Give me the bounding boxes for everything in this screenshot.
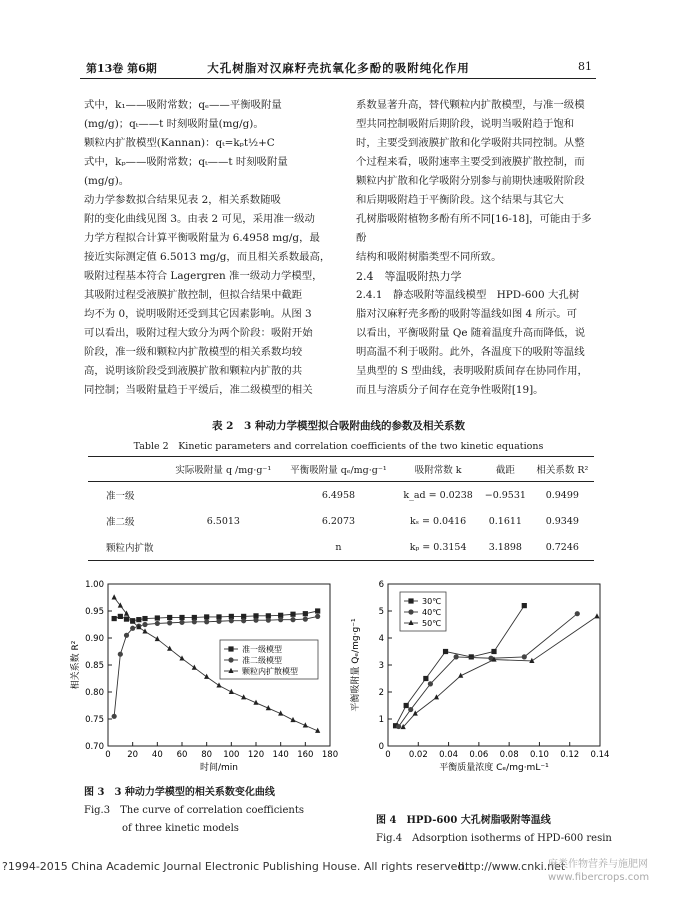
y-tick-label: 0.85 xyxy=(85,661,104,671)
y-tick-label: 0.95 xyxy=(85,607,104,617)
x-tick-label: 180 xyxy=(321,750,339,760)
data-point xyxy=(529,658,534,663)
watermark xyxy=(548,858,649,884)
y-tick-label: 0.90 xyxy=(85,634,104,644)
table-cell: 准二级 xyxy=(106,517,135,528)
watermark-line: www.fibercrops.com xyxy=(548,872,650,883)
table-header: 相关系数 R² xyxy=(531,457,594,482)
data-point xyxy=(469,654,474,659)
x-tick-label: 20 xyxy=(127,750,139,760)
x-tick-label: 140 xyxy=(272,750,289,760)
x-tick-label: 0.14 xyxy=(590,750,610,760)
data-point xyxy=(253,618,258,623)
text-line: 同控制；当吸附量趋于平缓后，准二级模型的相关 xyxy=(84,384,313,396)
table-row xyxy=(88,534,594,561)
legend-label: 30℃ xyxy=(422,597,442,606)
y-axis-label: 相关系数 R² xyxy=(71,640,81,690)
table-header: 吸附常数 k xyxy=(396,457,480,482)
data-point xyxy=(522,603,527,608)
x-tick-label: 0 xyxy=(105,750,111,760)
data-point xyxy=(124,633,129,638)
data-point xyxy=(112,714,117,719)
legend-label: 40℃ xyxy=(422,608,442,617)
data-point xyxy=(216,619,221,624)
data-point xyxy=(112,594,117,599)
text-line: 明高温不利于吸附。此外，各温度下的吸附等温线 xyxy=(356,346,585,358)
data-point xyxy=(155,615,160,620)
data-point xyxy=(130,626,135,631)
y-tick-label: 4 xyxy=(378,634,384,644)
data-point xyxy=(443,649,448,654)
text-line: 时，主要受到液膜扩散和化学吸附共同控制。从整 xyxy=(356,137,585,149)
table-cell: 0.9499 xyxy=(545,489,579,501)
text-line: 力学方程拟合计算平衡吸附量为 6.4958 mg/g，最 xyxy=(84,232,320,244)
data-point xyxy=(594,613,599,618)
x-tick-label: 0.06 xyxy=(469,750,489,760)
journal-volume: 第13卷 第6期 xyxy=(86,62,157,75)
text-line: 型共同控制吸附后期阶段，说明当吸附趋于饱和 xyxy=(356,118,575,130)
text-line: 颗粒内扩散和化学吸附分别参与前期快速吸附阶段 xyxy=(356,175,585,187)
x-tick-label: 120 xyxy=(247,750,265,760)
legend-label: 50℃ xyxy=(422,619,442,628)
data-point xyxy=(434,694,439,699)
text-line: 系数显著升高，替代颗粒内扩散模型，与准一级模 xyxy=(356,99,585,111)
table-cell: 0.7246 xyxy=(531,534,594,561)
page-number: 81 xyxy=(578,60,592,73)
y-tick-label: 0.80 xyxy=(85,688,104,698)
data-point xyxy=(290,612,295,617)
y-tick-label: 0.70 xyxy=(85,742,104,752)
running-title: 大孔树脂对汉麻籽壳抗氧化多酚的吸附纯化作用 xyxy=(207,61,470,75)
data-point xyxy=(167,646,172,651)
text-line: 接近实际测定值 6.5013 mg/g，而且相关系数最高， xyxy=(84,251,331,263)
table-header: 平衡吸附量 qₑ/mg·g⁻¹ xyxy=(281,457,396,482)
table-cell: 颗粒内扩散 xyxy=(88,534,166,561)
data-point xyxy=(179,655,184,660)
fig3-caption-en-2: of three kinetic models xyxy=(122,823,239,834)
watermark-line: 麻类作物营养与施肥网 xyxy=(548,859,648,870)
text-line: 个过程来看，吸附速率主要受到液膜扩散控制，而 xyxy=(356,156,585,168)
fig4-caption-cn: 图 4 HPD-600 大孔树脂吸附等温线 xyxy=(376,815,551,826)
text-line: 而且与溶质分子间存在竞争性吸附[19]。 xyxy=(356,384,544,396)
text-line: 均不为 0，说明吸附还受到其它因素影响。从图 3 xyxy=(84,308,312,320)
x-tick-label: 160 xyxy=(297,750,314,760)
data-point xyxy=(179,615,184,620)
data-point xyxy=(124,617,129,622)
legend-marker xyxy=(408,598,413,603)
data-point xyxy=(142,616,147,621)
table-row xyxy=(88,482,594,509)
text-line: 2.4.1 静态吸附等温线模型 HPD-600 大孔树 xyxy=(356,289,580,301)
y-tick-label: 1 xyxy=(378,715,384,725)
data-point xyxy=(428,681,433,686)
x-tick-label: 40 xyxy=(151,750,163,760)
text-line: 颗粒内扩散模型(Kannan)：qₜ=kₚt½+C xyxy=(84,137,275,149)
x-tick-label: 0.04 xyxy=(439,750,459,760)
fig3-caption-cn: 图 3 3 种动力学模型的相关系数变化曲线 xyxy=(84,787,275,798)
data-point xyxy=(136,617,141,622)
legend-label: 准二级模型 xyxy=(242,656,282,665)
legend-label: 颗粒内扩散模型 xyxy=(242,667,298,676)
text-line: 附的变化曲线见图 3。由表 2 可见，采用准一级动 xyxy=(84,213,315,225)
data-point xyxy=(575,611,580,616)
data-point xyxy=(204,614,209,619)
data-point xyxy=(315,608,320,613)
table-cell: 0.1611 xyxy=(488,515,522,527)
table-caption-en: Table 2 Kinetic parameters and correlation coefficients of the two kinetic equations xyxy=(133,441,544,452)
table-header: 实际吸附量 q /mg·g⁻¹ xyxy=(166,457,281,482)
y-tick-label: 1.00 xyxy=(85,580,104,590)
legend xyxy=(220,640,318,679)
text-line: 孔树脂吸附植物多酚有所不同[16-18]，可能由于多酚 xyxy=(356,213,592,244)
table-caption-cn: 表 2 3 种动力学模型拟合吸附曲线的参数及相关系数 xyxy=(212,420,465,432)
text-line: 式中，kₚ——吸附常数；qₜ——t 时刻吸附量 xyxy=(84,156,288,168)
data-point xyxy=(290,617,295,622)
table-cell: 0.9349 xyxy=(545,515,579,527)
legend-label: 准一级模型 xyxy=(242,645,282,654)
data-point xyxy=(216,682,221,687)
data-point xyxy=(192,665,197,670)
table-header xyxy=(88,457,166,482)
x-axis-label: 平衡质量浓度 Cₑ/mg·mL⁻¹ xyxy=(439,763,549,773)
text-line: 式中，k₁——吸附常数；qₑ——平衡吸附量 xyxy=(84,99,282,111)
table-cell: 6.5013 xyxy=(206,515,240,527)
data-point xyxy=(142,628,147,633)
series-line xyxy=(403,616,597,727)
table-header-row xyxy=(88,457,594,482)
data-point xyxy=(303,611,308,616)
fig4-caption-en: Fig.4 Adsorption isotherms of HPD-600 resin xyxy=(376,833,612,844)
x-tick-label: 0.12 xyxy=(560,750,580,760)
kinetics-table xyxy=(88,456,594,561)
data-point xyxy=(396,724,401,729)
x-tick-label: 0 xyxy=(385,750,391,760)
legend-marker xyxy=(228,657,233,662)
data-point xyxy=(142,622,147,627)
text-line: 可以看出，吸附过程大致分为两个阶段：吸附开始 xyxy=(84,327,313,339)
data-point xyxy=(454,654,459,659)
x-tick-label: 0.08 xyxy=(499,750,519,760)
y-tick-label: 6 xyxy=(378,580,384,590)
text-line: 高，说明该阶段受到液膜扩散和颗粒内扩散的共 xyxy=(84,365,303,377)
copyright-text: ?1994-2015 China Academic Journal Electronic Publishing House. All rights reserved. xyxy=(2,860,468,873)
x-tick-label: 60 xyxy=(176,750,188,760)
data-point xyxy=(278,617,283,622)
data-point xyxy=(408,707,413,712)
text-line: 阶段，准一级和颗粒内扩散模型的相关系数均较 xyxy=(84,346,303,358)
text-line: 以看出，平衡吸附量 Qe 随着温度升高而降低，说 xyxy=(356,327,586,339)
data-point xyxy=(522,654,527,659)
fig3-caption xyxy=(84,784,338,838)
table-cell: k_ad = 0.0238 xyxy=(403,489,473,501)
text-line: 其吸附过程受液膜扩散控制，但拟合结果中截距 xyxy=(84,289,303,301)
table-cell xyxy=(166,482,281,509)
x-tick-label: 100 xyxy=(223,750,240,760)
data-point xyxy=(229,618,234,623)
fig4-caption xyxy=(376,812,616,848)
table-row xyxy=(88,508,594,534)
legend xyxy=(400,592,446,631)
table-cell: 3.1898 xyxy=(480,534,531,561)
y-tick-label: 0 xyxy=(378,742,384,752)
table-cell: 6.2073 xyxy=(321,515,356,527)
text-line: 动力学参数拟合结果见表 2，相关系数随吸 xyxy=(84,194,281,206)
text-line: (mg/g)。 xyxy=(84,175,130,187)
x-tick-label: 0.02 xyxy=(408,750,428,760)
data-point xyxy=(167,615,172,620)
text-line: 结构和吸附树脂类型不同所致。 xyxy=(356,251,502,263)
y-tick-label: 5 xyxy=(378,607,384,617)
data-point xyxy=(179,620,184,625)
cnki-link[interactable]: http://www.cnki.net xyxy=(458,860,566,873)
text-line: (mg/g)；qₜ——t 时刻吸附量(mg/g)。 xyxy=(84,118,264,130)
text-line: 呈典型的 S 型曲线，表明吸附质间存在协同作用， xyxy=(356,365,588,377)
data-point xyxy=(303,617,308,622)
table-header: 截距 xyxy=(480,457,531,482)
text-line: 和后期吸附趋于平衡阶段。这个结果与其它大 xyxy=(356,194,564,206)
table-cell: 6.4958 xyxy=(321,489,356,501)
data-point xyxy=(192,619,197,624)
data-point xyxy=(112,616,117,621)
section-heading: 2.4 等温吸附热力学 xyxy=(356,270,462,283)
data-point xyxy=(266,618,271,623)
table-cell: −0.9531 xyxy=(484,489,526,501)
table-cell: kₚ = 0.3154 xyxy=(396,534,480,561)
legend-marker xyxy=(408,609,413,614)
data-point xyxy=(155,621,160,626)
header-rule xyxy=(80,78,596,79)
data-point xyxy=(491,649,496,654)
page-header xyxy=(0,0,677,80)
data-point xyxy=(167,620,172,625)
table-cell: n xyxy=(281,534,396,561)
x-tick-label: 80 xyxy=(201,750,213,760)
fig3-chart xyxy=(62,574,338,786)
y-tick-label: 2 xyxy=(378,688,384,698)
table-cell: kₛ = 0.0416 xyxy=(410,515,467,527)
legend-marker xyxy=(228,646,233,651)
data-point xyxy=(404,703,409,708)
table-cell xyxy=(166,534,281,561)
left-column xyxy=(84,96,338,400)
data-point xyxy=(423,676,428,681)
data-point xyxy=(413,710,418,715)
table-cell: 准一级 xyxy=(106,491,135,502)
y-axis-label: 平衡吸附量 Qₑ/mg·g⁻¹ xyxy=(351,618,361,712)
fig4-chart xyxy=(351,574,610,786)
x-axis-label: 时间/min xyxy=(199,763,239,773)
data-point xyxy=(204,619,209,624)
data-point xyxy=(315,614,320,619)
y-tick-label: 0.75 xyxy=(85,715,104,725)
fig3-caption-en-1: Fig.3 The curve of correlation coefficients xyxy=(84,805,305,816)
x-tick-label: 0.10 xyxy=(529,750,549,760)
y-tick-label: 3 xyxy=(378,661,384,671)
text-line: 脂对汉麻籽壳多酚的吸附等温线如图 4 所示。可 xyxy=(356,308,578,320)
text-line: 吸附过程基本符合 Lagergren 准一级动力学模型， xyxy=(84,270,323,282)
data-point xyxy=(118,614,123,619)
data-point xyxy=(241,618,246,623)
data-point xyxy=(204,674,209,679)
data-point xyxy=(118,652,123,657)
right-column xyxy=(356,96,600,400)
